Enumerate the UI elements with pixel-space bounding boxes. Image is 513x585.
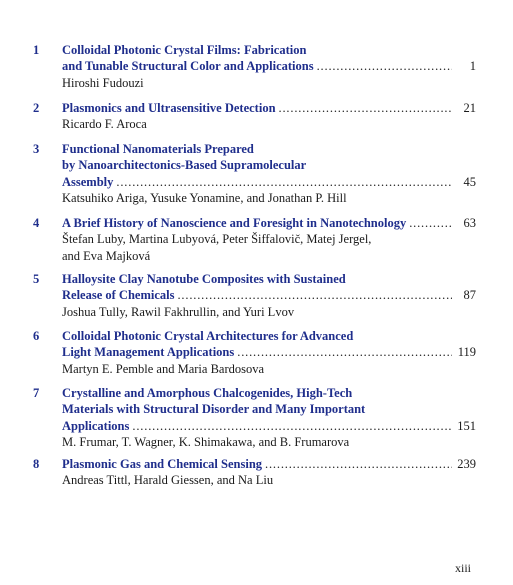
page-number: 239 (457, 457, 476, 471)
chapter-title-line[interactable]: by Nanoarchitectonics-Based Supramolecular (62, 158, 307, 173)
chapter-title-line[interactable]: and Tunable Structural Color and Applications (62, 59, 314, 74)
chapter-number: 3 (33, 142, 40, 156)
page-number: 63 (463, 216, 476, 230)
leader-dots (279, 100, 452, 116)
page-number: 151 (457, 418, 476, 433)
chapter-number: 7 (33, 386, 40, 400)
chapter-title-line[interactable]: Light Management Applications (62, 345, 235, 360)
page-folio: xiii (455, 561, 472, 575)
page-number: 119 (457, 345, 476, 360)
leader-dots (237, 344, 452, 360)
chapter-authors: Ricardo F. Aroca (62, 117, 147, 132)
chapter-authors: Katsuhiko Ariga, Yusuke Yonamine, and Jonathan P. Hill (62, 190, 347, 205)
chapter-title-line[interactable]: Crystalline and Amorphous Chalcogenides, High-Tech (62, 386, 353, 400)
chapter-title-line[interactable]: Plasmonics and Ultrasensitive Detection (62, 101, 276, 115)
leader-dots (409, 215, 452, 231)
chapter-authors: and Eva Majková (62, 248, 151, 263)
chapter-title-line[interactable]: Release of Chemicals (62, 288, 175, 303)
leader-dots (132, 418, 452, 434)
page-number: 45 (463, 174, 476, 189)
chapter-title-line[interactable]: Materials with Structural Disorder and Many Important (62, 402, 366, 417)
chapter-authors: Štefan Luby, Martina Lubyová, Peter Šiffalovič, Matej Jergel, (62, 232, 372, 247)
chapter-title-line[interactable]: Halloysite Clay Nanotube Composites with Sustained (62, 272, 346, 286)
chapter-title-line[interactable]: Colloidal Photonic Crystal Architectures for Advanced (62, 329, 354, 343)
chapter-authors: Andreas Tittl, Harald Giessen, and Na Liu (62, 473, 274, 488)
chapter-number: 4 (33, 216, 40, 230)
leader-dots (265, 456, 452, 472)
leader-dots (116, 174, 452, 190)
chapter-number: 6 (33, 329, 40, 343)
chapter-number: 8 (33, 457, 40, 471)
chapter-title-line[interactable]: Colloidal Photonic Crystal Films: Fabrication (62, 43, 307, 57)
page-number: 21 (463, 101, 476, 115)
page-number: 1 (469, 59, 476, 74)
chapter-title-line[interactable]: Applications (62, 418, 130, 433)
chapter-authors: Martyn E. Pemble and Maria Bardosova (62, 361, 265, 376)
leader-dots (177, 287, 452, 303)
chapter-authors: Hiroshi Fudouzi (62, 75, 144, 90)
chapter-authors: M. Frumar, T. Wagner, K. Shimakawa, and B. Frumarova (62, 434, 350, 449)
chapter-number: 5 (33, 272, 40, 286)
chapter-authors: Joshua Tully, Rawil Fakhrullin, and Yuri Lvov (62, 304, 295, 319)
chapter-number: 2 (33, 101, 40, 115)
leader-dots (317, 58, 452, 74)
chapter-number: 1 (33, 43, 40, 57)
chapter-title-line[interactable]: Functional Nanomaterials Prepared (62, 142, 254, 156)
page-number: 87 (463, 288, 476, 303)
chapter-title-line[interactable]: Assembly (62, 174, 114, 189)
chapter-title-line[interactable]: Plasmonic Gas and Chemical Sensing (62, 457, 263, 471)
chapter-title-line[interactable]: A Brief History of Nanoscience and Foresight in Nanotechnology (62, 216, 407, 230)
